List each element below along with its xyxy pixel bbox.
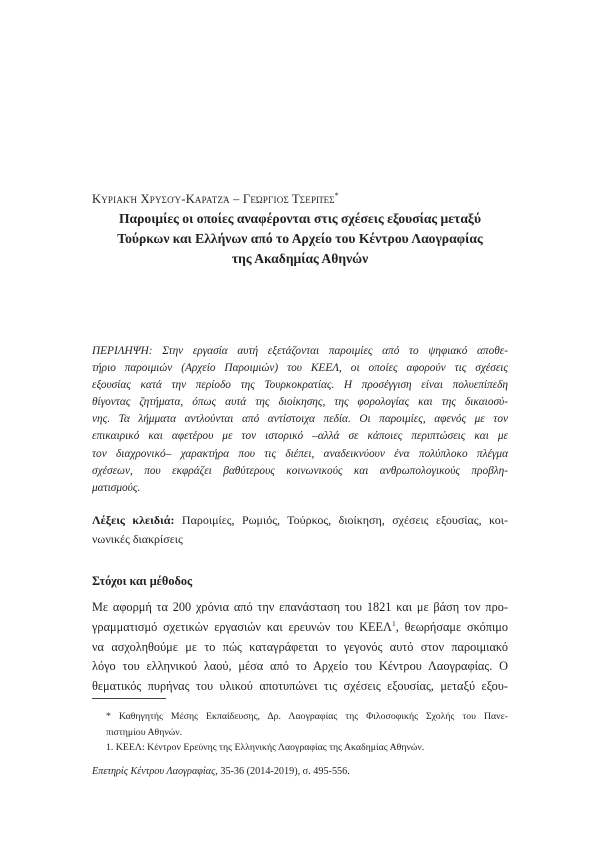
- footnotes: [92, 709, 508, 756]
- keywords-label: Λέξεις κλειδιά: [92, 513, 171, 527]
- body-paragraph: [92, 598, 508, 697]
- body-line: Με αφορμή τα 200 χρόνια από την επανάσταση του 1821 και με βάση τον προ-: [92, 600, 508, 614]
- article-title: [92, 209, 508, 269]
- abstract-line: επικαιρικό και αφετέρου με τον ιστορικό –αλλά σε κάποιες περιπτώσεις και με: [92, 430, 508, 443]
- keywords-list: Παροιμίες, Ρωμιός, Τούρκος, διοίκηση, σχέσεις εξουσίας, κοι-: [181, 513, 509, 527]
- keywords-line-2: νωνικές διακρίσεις: [92, 532, 183, 546]
- journal-name: Επετηρίς Κέντρου Λαογραφίας: [92, 766, 216, 777]
- keywords-line-1: Λέξεις κλειδιά: Παροιμίες, Ρωμιός, Τούρκος, διοίκηση, σχέσεις εξουσίας, κοι-: [92, 513, 509, 527]
- abstract-line: εξουσίας κατά την περίοδο της Τουρκοκρατίας. Η προσέγγιση είναι πολυεπίπεδη: [92, 379, 508, 392]
- footnote-1: 1. ΚΕΕΛ: Κέντρον Ερεύνης της Ελληνικής Λαογραφίας της Ακαδημίας Αθηνών.: [106, 742, 425, 753]
- abstract-line: θίγοντας ζητήματα, όπως αυτά της διοίκησης, της φορολογίας και της δικαιοσύ-: [92, 396, 508, 409]
- body-line: γραμματισμό σχετικών εργασιών και ερευνών του ΚΕΕΛ$^1$, θεωρήσαμε σκόπιμο: [92, 618, 508, 634]
- author-footnote-mark[interactable]: *: [334, 191, 339, 200]
- footnote-author-line-2: πιστημίου Αθηνών.: [106, 726, 183, 738]
- abstract: [92, 343, 508, 497]
- page-footer: [92, 766, 350, 777]
- title-line-1: Παροιμίες οι οποίες αναφέρονται στις σχέσεις εξουσίας μεταξύ: [118, 211, 482, 226]
- abstract-line: ματισμούς.: [92, 481, 141, 494]
- author-line: [92, 191, 508, 207]
- abstract-line: τον διαχρονικό– χαρακτήρα που τις διέπει, αναδεικνύουν ένα πολύπλοκο πλέγμα: [92, 447, 508, 460]
- footnote-divider: [92, 698, 166, 699]
- body-line: θεματικός πυρήνας του υλικού αποτυπώνει τις σχέσεις εξουσίας, μεταξύ εξου-: [92, 679, 508, 694]
- abstract-line: σχέσεων, που εκφράζει βαθύτερους κοινωνικούς και ανθρωπολογικούς προβλη-: [92, 464, 508, 477]
- author-names: Κυριακή Χρυσού-Καρατζά – Γεώργιος Τσερπές: [92, 192, 335, 207]
- abstract-line: ΠΕΡΙΛΗΨΗ: Στην εργασία αυτή εξετάζονται παροιμίες από το ψηφιακό αποθε-: [92, 345, 508, 357]
- title-line-2: Τούρκων και Ελλήνων από το Αρχείο του Κέντρου Λαογραφίας: [117, 231, 483, 246]
- abstract-line: τήριο παροιμιών (Αρχείο Παροιμιών) του ΚΕΕΛ, οι οποίες αφορούν τις σχέσεις: [92, 362, 508, 375]
- section-heading: Στόχοι και μέθοδος: [92, 574, 193, 588]
- body-line: λόγο του ελληνικού λαού, μέσα από το Αρχείο του Κέντρου Λαογραφίας. Ο: [92, 659, 508, 674]
- footnote-author-line-1: * Καθηγητής Μέσης Εκπαίδευσης, Δρ. Λαογραφίας της Φιλοσοφικής Σχολής του Πανε-: [106, 711, 508, 722]
- title-line-3: της Ακαδημίας Αθηνών: [231, 251, 369, 266]
- citation: , 35-36 (2014-2019), σ. 495-556.: [215, 766, 350, 777]
- abstract-line: νης. Τα λήμματα αντλούνται από αντίστοιχα πεδία. Οι παροιμίες, αφενός με τον: [92, 413, 508, 426]
- footnote-ref-1[interactable]: 1: [391, 618, 396, 628]
- body-line: να ασχοληθούμε με το πώς καταγράφεται το γεγονός αυτό στον παροιμιακό: [92, 639, 508, 654]
- keywords: [92, 511, 508, 549]
